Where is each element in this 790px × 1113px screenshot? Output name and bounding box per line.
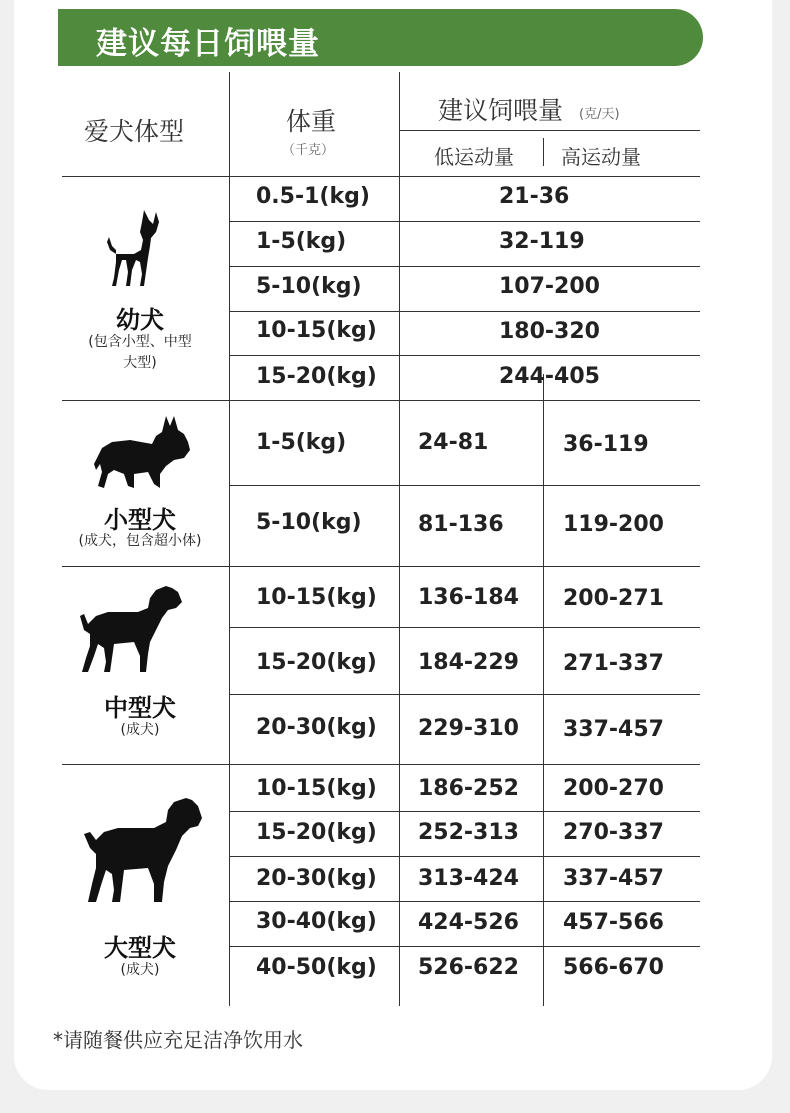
group-note: (成犬) <box>120 962 160 978</box>
weight-cell: 1-5(kg) <box>256 229 347 254</box>
weight-cell: 1-5(kg) <box>256 430 347 455</box>
group-note: 大型) <box>123 355 157 371</box>
low-activity-cell: 136-184 <box>418 585 519 610</box>
table-divider <box>229 221 700 222</box>
table-divider <box>229 266 700 267</box>
weight-cell: 30-40(kg) <box>256 909 377 934</box>
table-divider <box>229 946 700 947</box>
table-divider <box>62 400 700 401</box>
low-activity-cell: 184-229 <box>418 650 519 675</box>
low-activity-cell: 313-424 <box>418 866 519 891</box>
table-divider <box>62 764 700 765</box>
table-divider <box>229 856 700 857</box>
weight-cell: 15-20(kg) <box>256 364 377 389</box>
weight-cell: 15-20(kg) <box>256 650 377 675</box>
table-divider <box>543 138 544 166</box>
low-activity-cell: 81-136 <box>418 512 504 537</box>
weight-cell: 10-15(kg) <box>256 318 377 343</box>
table-divider <box>229 694 700 695</box>
high-activity-cell: 337-457 <box>563 866 664 891</box>
french-bulldog-icon <box>90 414 192 492</box>
high-activity-cell: 270-337 <box>563 820 664 845</box>
amount-cell: 107-200 <box>499 274 600 299</box>
table-divider <box>229 627 700 628</box>
weight-cell: 20-30(kg) <box>256 866 377 891</box>
high-activity-cell: 200-271 <box>563 586 664 611</box>
weight-cell: 15-20(kg) <box>256 820 377 845</box>
col-header-weight-unit: （千克） <box>282 143 335 158</box>
amount-cell: 180-320 <box>499 319 600 344</box>
low-activity-cell: 229-310 <box>418 716 519 741</box>
low-activity-cell: 186-252 <box>418 776 519 801</box>
weight-cell: 10-15(kg) <box>256 585 377 610</box>
group-note: (成犬，包含超小体) <box>78 533 202 549</box>
weight-cell: 5-10(kg) <box>256 274 362 299</box>
col-header-low: 低运动量 <box>434 145 514 169</box>
col-header-high: 高运动量 <box>561 145 641 169</box>
table-divider <box>399 72 400 1006</box>
group-note: (成犬) <box>120 722 160 738</box>
amount-cell: 21-36 <box>499 184 570 209</box>
title-banner <box>58 9 703 66</box>
high-activity-cell: 566-670 <box>563 955 664 980</box>
high-activity-cell: 119-200 <box>563 512 664 537</box>
page-title: 建议每日饲喂量 <box>96 26 320 62</box>
group-name: 幼犬 <box>116 306 164 334</box>
table-divider <box>229 355 700 356</box>
weight-cell: 10-15(kg) <box>256 776 377 801</box>
medium-dog-icon <box>78 584 184 676</box>
table-divider <box>229 485 700 486</box>
group-name: 中型犬 <box>104 694 176 722</box>
table-divider <box>229 311 700 312</box>
large-dog-icon <box>82 796 204 906</box>
weight-cell: 40-50(kg) <box>256 955 377 980</box>
col-header-weight: 体重 <box>286 107 337 136</box>
high-activity-cell: 337-457 <box>563 717 664 742</box>
col-header-amount-unit: (克/天) <box>579 107 620 122</box>
table-divider <box>229 72 230 1006</box>
group-name: 小型犬 <box>104 506 176 534</box>
table-divider <box>229 901 700 902</box>
weight-cell: 5-10(kg) <box>256 510 362 535</box>
col-header-amount: 建议饲喂量 <box>438 96 564 125</box>
group-note: (包含小型、中型 <box>88 334 192 350</box>
high-activity-cell: 457-566 <box>563 910 664 935</box>
amount-cell: 244-405 <box>499 364 600 389</box>
group-name: 大型犬 <box>104 934 176 962</box>
table-divider <box>62 566 700 567</box>
low-activity-cell: 424-526 <box>418 910 519 935</box>
table-divider <box>543 374 544 1006</box>
low-activity-cell: 526-622 <box>418 955 519 980</box>
table-divider <box>229 811 700 812</box>
weight-cell: 20-30(kg) <box>256 715 377 740</box>
col-header-type: 爱犬体型 <box>84 117 185 146</box>
amount-cell: 32-119 <box>499 229 585 254</box>
low-activity-cell: 24-81 <box>418 430 489 455</box>
footnote: *请随餐供应充足洁净饮用水 <box>53 1028 303 1052</box>
table-divider <box>400 130 700 131</box>
high-activity-cell: 200-270 <box>563 776 664 801</box>
puppy-chihuahua-icon <box>104 210 160 290</box>
weight-cell: 0.5-1(kg) <box>256 184 370 209</box>
high-activity-cell: 271-337 <box>563 651 664 676</box>
table-divider <box>62 176 700 177</box>
low-activity-cell: 252-313 <box>418 820 519 845</box>
high-activity-cell: 36-119 <box>563 432 649 457</box>
